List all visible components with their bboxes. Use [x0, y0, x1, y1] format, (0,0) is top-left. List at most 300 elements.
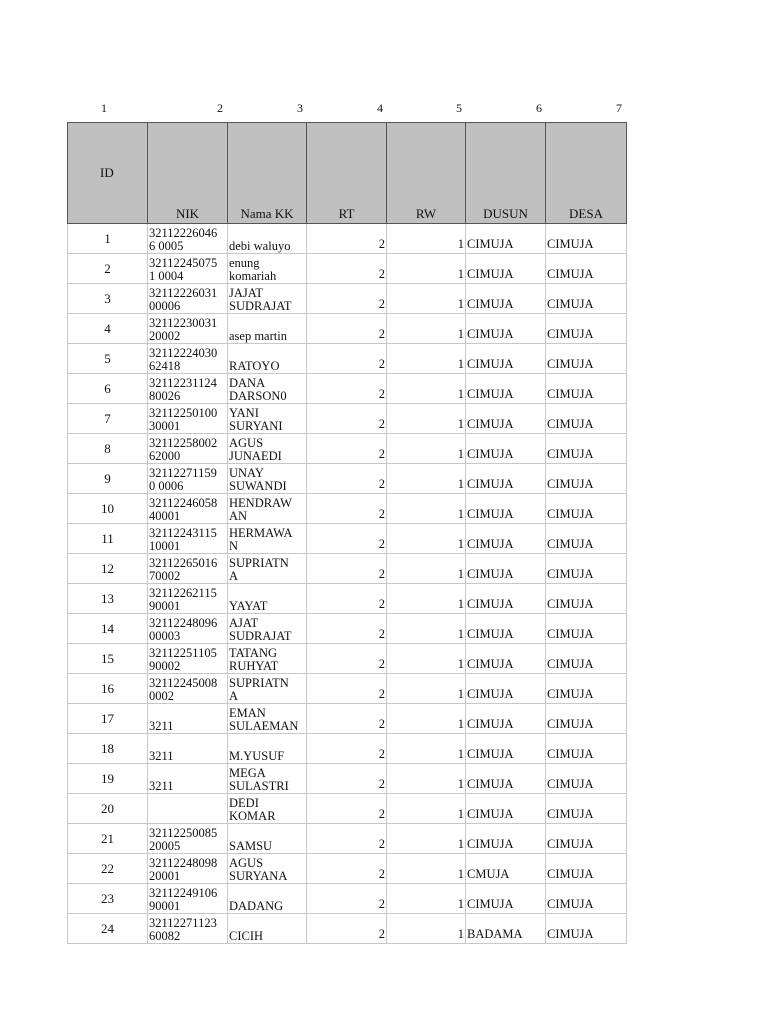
table-row [68, 914, 627, 944]
cell-nik-line: 32112246058 [149, 497, 218, 510]
cell-nama-kk-lines [229, 600, 305, 613]
cell-nik-line: 62000 [149, 449, 181, 463]
cell-nik-lines [149, 587, 226, 613]
table-body [68, 224, 627, 944]
cell-nama-kk-line: SURYANA [229, 869, 288, 883]
cell-dusun: CIMUJA [466, 314, 546, 344]
header-row [68, 123, 627, 224]
cell-nama-kk [228, 464, 307, 494]
cell-nik [148, 404, 228, 434]
cell-nik [148, 224, 228, 254]
table-row [68, 734, 627, 764]
cell-dusun: CIMUJA [466, 644, 546, 674]
cell-rw: 1 [387, 584, 466, 614]
header-id: ID [68, 123, 148, 224]
cell-desa: CIMUJA [546, 554, 627, 584]
cell-desa: CIMUJA [546, 644, 627, 674]
cell-desa: CIMUJA [546, 614, 627, 644]
cell-desa: CIMUJA [546, 764, 627, 794]
cell-id: 22 [68, 854, 148, 884]
cell-nama-kk-line: N [229, 539, 239, 553]
table-row [68, 404, 627, 434]
cell-nama-kk-line: SUPRIATN [229, 677, 289, 690]
cell-nik-line: 10001 [149, 539, 181, 553]
table-row [68, 674, 627, 704]
header-rt [307, 123, 387, 224]
cell-dusun: CMUJA [466, 854, 546, 884]
table-row [68, 314, 627, 344]
cell-rw: 1 [387, 284, 466, 314]
cell-rt: 2 [307, 614, 387, 644]
cell-nik [148, 734, 228, 764]
cell-id: 4 [68, 314, 148, 344]
cell-nama-kk [228, 584, 307, 614]
data-table [67, 122, 627, 944]
cell-nama-kk-lines [229, 677, 305, 703]
cell-nik-line: 3211 [149, 780, 174, 793]
cell-rw: 1 [387, 644, 466, 674]
cell-nama-kk-line: DARSON0 [229, 389, 287, 403]
cell-nik-line: 32112243115 [149, 527, 217, 540]
cell-nik-lines [149, 647, 226, 673]
cell-nik [148, 314, 228, 344]
cell-rw: 1 [387, 464, 466, 494]
cell-nik [148, 794, 228, 824]
cell-nama-kk-line: DANA [229, 377, 266, 390]
cell-nama-kk-line: SULAEMAN [229, 719, 299, 733]
cell-id: 13 [68, 584, 148, 614]
cell-rw: 1 [387, 314, 466, 344]
cell-rw: 1 [387, 494, 466, 524]
cell-nik-line: 30001 [149, 419, 181, 433]
cell-dusun: CIMUJA [466, 824, 546, 854]
cell-desa: CIMUJA [546, 794, 627, 824]
cell-nama-kk-lines [229, 360, 305, 373]
cell-rt: 2 [307, 314, 387, 344]
cell-nik-lines [149, 257, 226, 283]
cell-nama-kk-line: enung [229, 257, 260, 270]
cell-nama-kk-line: DADANG [229, 900, 284, 913]
cell-dusun: CIMUJA [466, 524, 546, 554]
cell-nama-kk-line: SUWANDI [229, 479, 287, 493]
cell-rw: 1 [387, 734, 466, 764]
table-row [68, 494, 627, 524]
cell-desa: CIMUJA [546, 374, 627, 404]
cell-nik-line: 90001 [149, 899, 181, 913]
cell-nama-kk [228, 674, 307, 704]
cell-nama-kk-line: AN [229, 509, 248, 523]
cell-nama-kk-line: SURYANI [229, 419, 283, 433]
cell-nik-lines [149, 677, 226, 703]
cell-desa: CIMUJA [546, 434, 627, 464]
cell-nama-kk [228, 554, 307, 584]
cell-nik [148, 254, 228, 284]
cell-nama-kk-lines [229, 257, 305, 283]
cell-nik [148, 884, 228, 914]
cell-nik-lines [149, 750, 226, 763]
cell-nik-line: 32112248098 [149, 857, 218, 870]
cell-nama-kk-lines [229, 437, 305, 463]
cell-nama-kk-line: RUHYAT [229, 659, 279, 673]
cell-nama-kk-line: HENDRAW [229, 497, 292, 510]
cell-rt: 2 [307, 524, 387, 554]
cell-nik-line: 32112226046 [149, 227, 218, 240]
cell-nik-lines [149, 227, 226, 253]
cell-nik-lines [149, 407, 226, 433]
cell-nik [148, 644, 228, 674]
cell-id: 7 [68, 404, 148, 434]
cell-nama-kk-lines [229, 497, 305, 523]
cell-desa: CIMUJA [546, 494, 627, 524]
cell-rt: 2 [307, 644, 387, 674]
cell-desa: CIMUJA [546, 284, 627, 314]
cell-nama-kk-lines [229, 900, 305, 913]
cell-nik-line: 3211 [149, 720, 174, 733]
table-row [68, 794, 627, 824]
cell-nama-kk-lines [229, 840, 305, 853]
cell-nik-lines [149, 557, 226, 583]
cell-nik-line: 32112231124 [149, 377, 217, 390]
table-row [68, 644, 627, 674]
cell-rt: 2 [307, 494, 387, 524]
cell-rt: 2 [307, 764, 387, 794]
cell-dusun: CIMUJA [466, 344, 546, 374]
cell-nama-kk-line: SUPRIATN [229, 557, 289, 570]
cell-nama-kk [228, 404, 307, 434]
header-rt-label: RT [338, 206, 355, 221]
cell-rt: 2 [307, 884, 387, 914]
cell-rt: 2 [307, 434, 387, 464]
cell-rw: 1 [387, 854, 466, 884]
cell-dusun: CIMUJA [466, 884, 546, 914]
cell-nik-line: 32112224030 [149, 347, 218, 360]
table-row [68, 224, 627, 254]
table-row [68, 524, 627, 554]
cell-nama-kk-line: UNAY [229, 467, 264, 480]
cell-id: 20 [68, 794, 148, 824]
cell-id: 6 [68, 374, 148, 404]
cell-nik-line: 32112230031 [149, 317, 218, 330]
cell-rt: 2 [307, 674, 387, 704]
cell-nama-kk-line: JAJAT [229, 287, 264, 300]
cell-nama-kk-lines [229, 707, 305, 733]
cell-rt: 2 [307, 254, 387, 284]
table-row [68, 344, 627, 374]
cell-nik-line: 32112226031 [149, 287, 218, 300]
cell-nik [148, 494, 228, 524]
cell-dusun: CIMUJA [466, 704, 546, 734]
cell-nik [148, 674, 228, 704]
cell-nik-lines [149, 317, 226, 343]
cell-rt: 2 [307, 704, 387, 734]
cell-nama-kk [228, 734, 307, 764]
cell-nik-lines [149, 917, 226, 943]
cell-rt: 2 [307, 824, 387, 854]
cell-nama-kk-line: SULASTRI [229, 779, 289, 793]
cell-dusun: CIMUJA [466, 434, 546, 464]
cell-nama-kk-lines [229, 287, 305, 313]
cell-nama-kk-line: AJAT [229, 617, 259, 630]
cell-nik-line: 32112250100 [149, 407, 218, 420]
cell-nik-line: 32112262115 [149, 587, 217, 600]
cell-dusun: CIMUJA [466, 584, 546, 614]
header-nik-label: NIK [175, 206, 200, 221]
cell-nama-kk [228, 704, 307, 734]
cell-nik [148, 374, 228, 404]
cell-nama-kk-lines [229, 557, 305, 583]
cell-nama-kk-line: YANI [229, 407, 259, 420]
cell-rt: 2 [307, 554, 387, 584]
cell-id: 1 [68, 224, 148, 254]
table-row [68, 254, 627, 284]
cell-nik-line: 0002 [149, 689, 174, 703]
cell-nama-kk-lines [229, 617, 305, 643]
cell-desa: CIMUJA [546, 674, 627, 704]
cell-desa: CIMUJA [546, 884, 627, 914]
column-number: 4 [377, 101, 383, 115]
cell-nama-kk-lines [229, 767, 305, 793]
cell-nik-line: 00003 [149, 629, 181, 643]
table-row [68, 434, 627, 464]
cell-nama-kk-line: M.YUSUF [229, 750, 285, 763]
cell-rw: 1 [387, 674, 466, 704]
column-number-row [67, 101, 626, 121]
cell-nik-lines [149, 887, 226, 913]
cell-rw: 1 [387, 824, 466, 854]
cell-nik-line: 32112271159 [149, 467, 217, 480]
cell-nik-line: 32112245008 [149, 677, 218, 690]
cell-nik [148, 434, 228, 464]
cell-id: 8 [68, 434, 148, 464]
header-nik [148, 123, 228, 224]
cell-desa: CIMUJA [546, 914, 627, 944]
cell-nama-kk-line: komariah [229, 269, 277, 283]
table-row [68, 614, 627, 644]
cell-nik-line: 32112271123 [149, 917, 217, 930]
cell-dusun: CIMUJA [466, 224, 546, 254]
cell-nik [148, 764, 228, 794]
cell-nama-kk-lines [229, 407, 305, 433]
cell-rw: 1 [387, 914, 466, 944]
cell-nik-line: 3211 [149, 750, 174, 763]
cell-nik-line: 60082 [149, 929, 181, 943]
header-nama-kk-label: Nama KK [240, 206, 294, 221]
cell-nama-kk-line: EMAN [229, 707, 266, 720]
cell-rt: 2 [307, 224, 387, 254]
cell-nama-kk-line: DEDI [229, 797, 259, 810]
cell-rw: 1 [387, 704, 466, 734]
cell-nik-lines [149, 467, 226, 493]
cell-nik [148, 584, 228, 614]
cell-nik-line: 62418 [149, 359, 181, 373]
cell-nik [148, 344, 228, 374]
cell-nama-kk [228, 884, 307, 914]
cell-id: 2 [68, 254, 148, 284]
cell-nik-line: 32112265016 [149, 557, 218, 570]
cell-rw: 1 [387, 614, 466, 644]
cell-nik-line: 32112250085 [149, 827, 218, 840]
cell-desa: CIMUJA [546, 464, 627, 494]
cell-nik-line: 70002 [149, 569, 181, 583]
cell-nik-line: 32112258002 [149, 437, 218, 450]
cell-nik-line: 1 0004 [149, 269, 184, 283]
cell-nama-kk [228, 614, 307, 644]
cell-nik-lines [149, 617, 226, 643]
cell-desa: CIMUJA [546, 254, 627, 284]
cell-dusun: CIMUJA [466, 674, 546, 704]
cell-dusun: CIMUJA [466, 764, 546, 794]
header-rw [387, 123, 466, 224]
column-number: 7 [616, 101, 622, 115]
table-row [68, 824, 627, 854]
cell-desa: CIMUJA [546, 584, 627, 614]
cell-nik-lines [149, 347, 226, 373]
cell-dusun: CIMUJA [466, 254, 546, 284]
cell-nama-kk-line: SUDRAJAT [229, 629, 292, 643]
cell-nama-kk [228, 344, 307, 374]
cell-desa: CIMUJA [546, 824, 627, 854]
column-number: 3 [297, 101, 303, 115]
cell-rt: 2 [307, 794, 387, 824]
cell-nama-kk-line: CICIH [229, 930, 264, 943]
cell-nama-kk [228, 824, 307, 854]
cell-nik-line: 32112245075 [149, 257, 218, 270]
cell-nik [148, 524, 228, 554]
cell-rw: 1 [387, 254, 466, 284]
header-desa [546, 123, 627, 224]
table-row [68, 854, 627, 884]
cell-nama-kk [228, 524, 307, 554]
cell-nama-kk [228, 284, 307, 314]
cell-nik [148, 914, 228, 944]
cell-id: 10 [68, 494, 148, 524]
cell-nama-kk-line: A [229, 569, 239, 583]
cell-nama-kk-lines [229, 930, 305, 943]
cell-id: 16 [68, 674, 148, 704]
cell-nik-lines [149, 497, 226, 523]
cell-nama-kk-line: RATOYO [229, 360, 280, 373]
cell-nik-line: 20002 [149, 329, 181, 343]
cell-nik-lines [149, 287, 226, 313]
table-row [68, 284, 627, 314]
table-row [68, 374, 627, 404]
column-number: 5 [456, 101, 462, 115]
cell-rt: 2 [307, 914, 387, 944]
cell-id: 3 [68, 284, 148, 314]
cell-dusun: CIMUJA [466, 554, 546, 584]
cell-nama-kk-line: A [229, 689, 239, 703]
column-number: 6 [536, 101, 542, 115]
cell-rt: 2 [307, 734, 387, 764]
cell-desa: CIMUJA [546, 404, 627, 434]
cell-nama-kk-lines [229, 467, 305, 493]
cell-nama-kk [228, 794, 307, 824]
cell-nama-kk-lines [229, 857, 305, 883]
header-desa-label: DESA [569, 206, 603, 221]
cell-nama-kk-lines [229, 240, 305, 253]
header-dusun-label: DUSUN [483, 206, 528, 221]
cell-nik [148, 854, 228, 884]
cell-nik-line: 90002 [149, 659, 181, 673]
cell-nik-line: 00006 [149, 299, 181, 313]
cell-nama-kk-line: AGUS [229, 437, 264, 450]
cell-nik [148, 614, 228, 644]
cell-rw: 1 [387, 794, 466, 824]
cell-nik [148, 824, 228, 854]
cell-nik [148, 554, 228, 584]
cell-nama-kk [228, 314, 307, 344]
cell-nama-kk-line: HERMAWA [229, 527, 293, 540]
cell-nama-kk [228, 254, 307, 284]
cell-nama-kk-line: MEGA [229, 767, 266, 780]
cell-rt: 2 [307, 464, 387, 494]
cell-nik-line: 80026 [149, 389, 181, 403]
column-number: 2 [217, 101, 223, 115]
cell-rw: 1 [387, 524, 466, 554]
cell-desa: CIMUJA [546, 314, 627, 344]
header-dusun [466, 123, 546, 224]
cell-dusun: CIMUJA [466, 374, 546, 404]
cell-nama-kk [228, 494, 307, 524]
cell-nik-lines [149, 377, 226, 403]
cell-id: 24 [68, 914, 148, 944]
cell-nik-line: 40001 [149, 509, 181, 523]
cell-nik [148, 464, 228, 494]
cell-nama-kk-line: SUDRAJAT [229, 299, 292, 313]
header-rw-label: RW [415, 206, 437, 221]
cell-nama-kk [228, 854, 307, 884]
cell-id: 15 [68, 644, 148, 674]
cell-dusun: CIMUJA [466, 404, 546, 434]
cell-desa: CIMUJA [546, 734, 627, 764]
cell-id: 5 [68, 344, 148, 374]
cell-dusun: CIMUJA [466, 794, 546, 824]
cell-id: 18 [68, 734, 148, 764]
cell-id: 23 [68, 884, 148, 914]
cell-nama-kk-lines [229, 750, 305, 763]
cell-desa: CIMUJA [546, 224, 627, 254]
cell-nik-line: 20001 [149, 869, 181, 883]
cell-nik [148, 704, 228, 734]
table-row [68, 464, 627, 494]
cell-id: 12 [68, 554, 148, 584]
cell-nama-kk-lines [229, 527, 305, 553]
cell-nik-line: 32112249106 [149, 887, 218, 900]
cell-nama-kk-lines [229, 797, 305, 823]
cell-rw: 1 [387, 764, 466, 794]
cell-rw: 1 [387, 374, 466, 404]
cell-id: 14 [68, 614, 148, 644]
cell-nama-kk-line: debi waluyo [229, 240, 291, 253]
column-number: 1 [101, 101, 107, 115]
cell-nama-kk [228, 764, 307, 794]
cell-nik-lines [149, 527, 226, 553]
table-row [68, 704, 627, 734]
table-row [68, 764, 627, 794]
cell-rw: 1 [387, 884, 466, 914]
cell-nik-lines [149, 857, 226, 883]
cell-nik-line: 32112248096 [149, 617, 218, 630]
cell-nama-kk [228, 914, 307, 944]
cell-id: 9 [68, 464, 148, 494]
cell-dusun: CIMUJA [466, 494, 546, 524]
cell-dusun: CIMUJA [466, 614, 546, 644]
cell-nama-kk-line: asep martin [229, 330, 287, 343]
cell-nama-kk-lines [229, 377, 305, 403]
cell-nik-line: 20005 [149, 839, 181, 853]
cell-nama-kk [228, 224, 307, 254]
table-row [68, 584, 627, 614]
